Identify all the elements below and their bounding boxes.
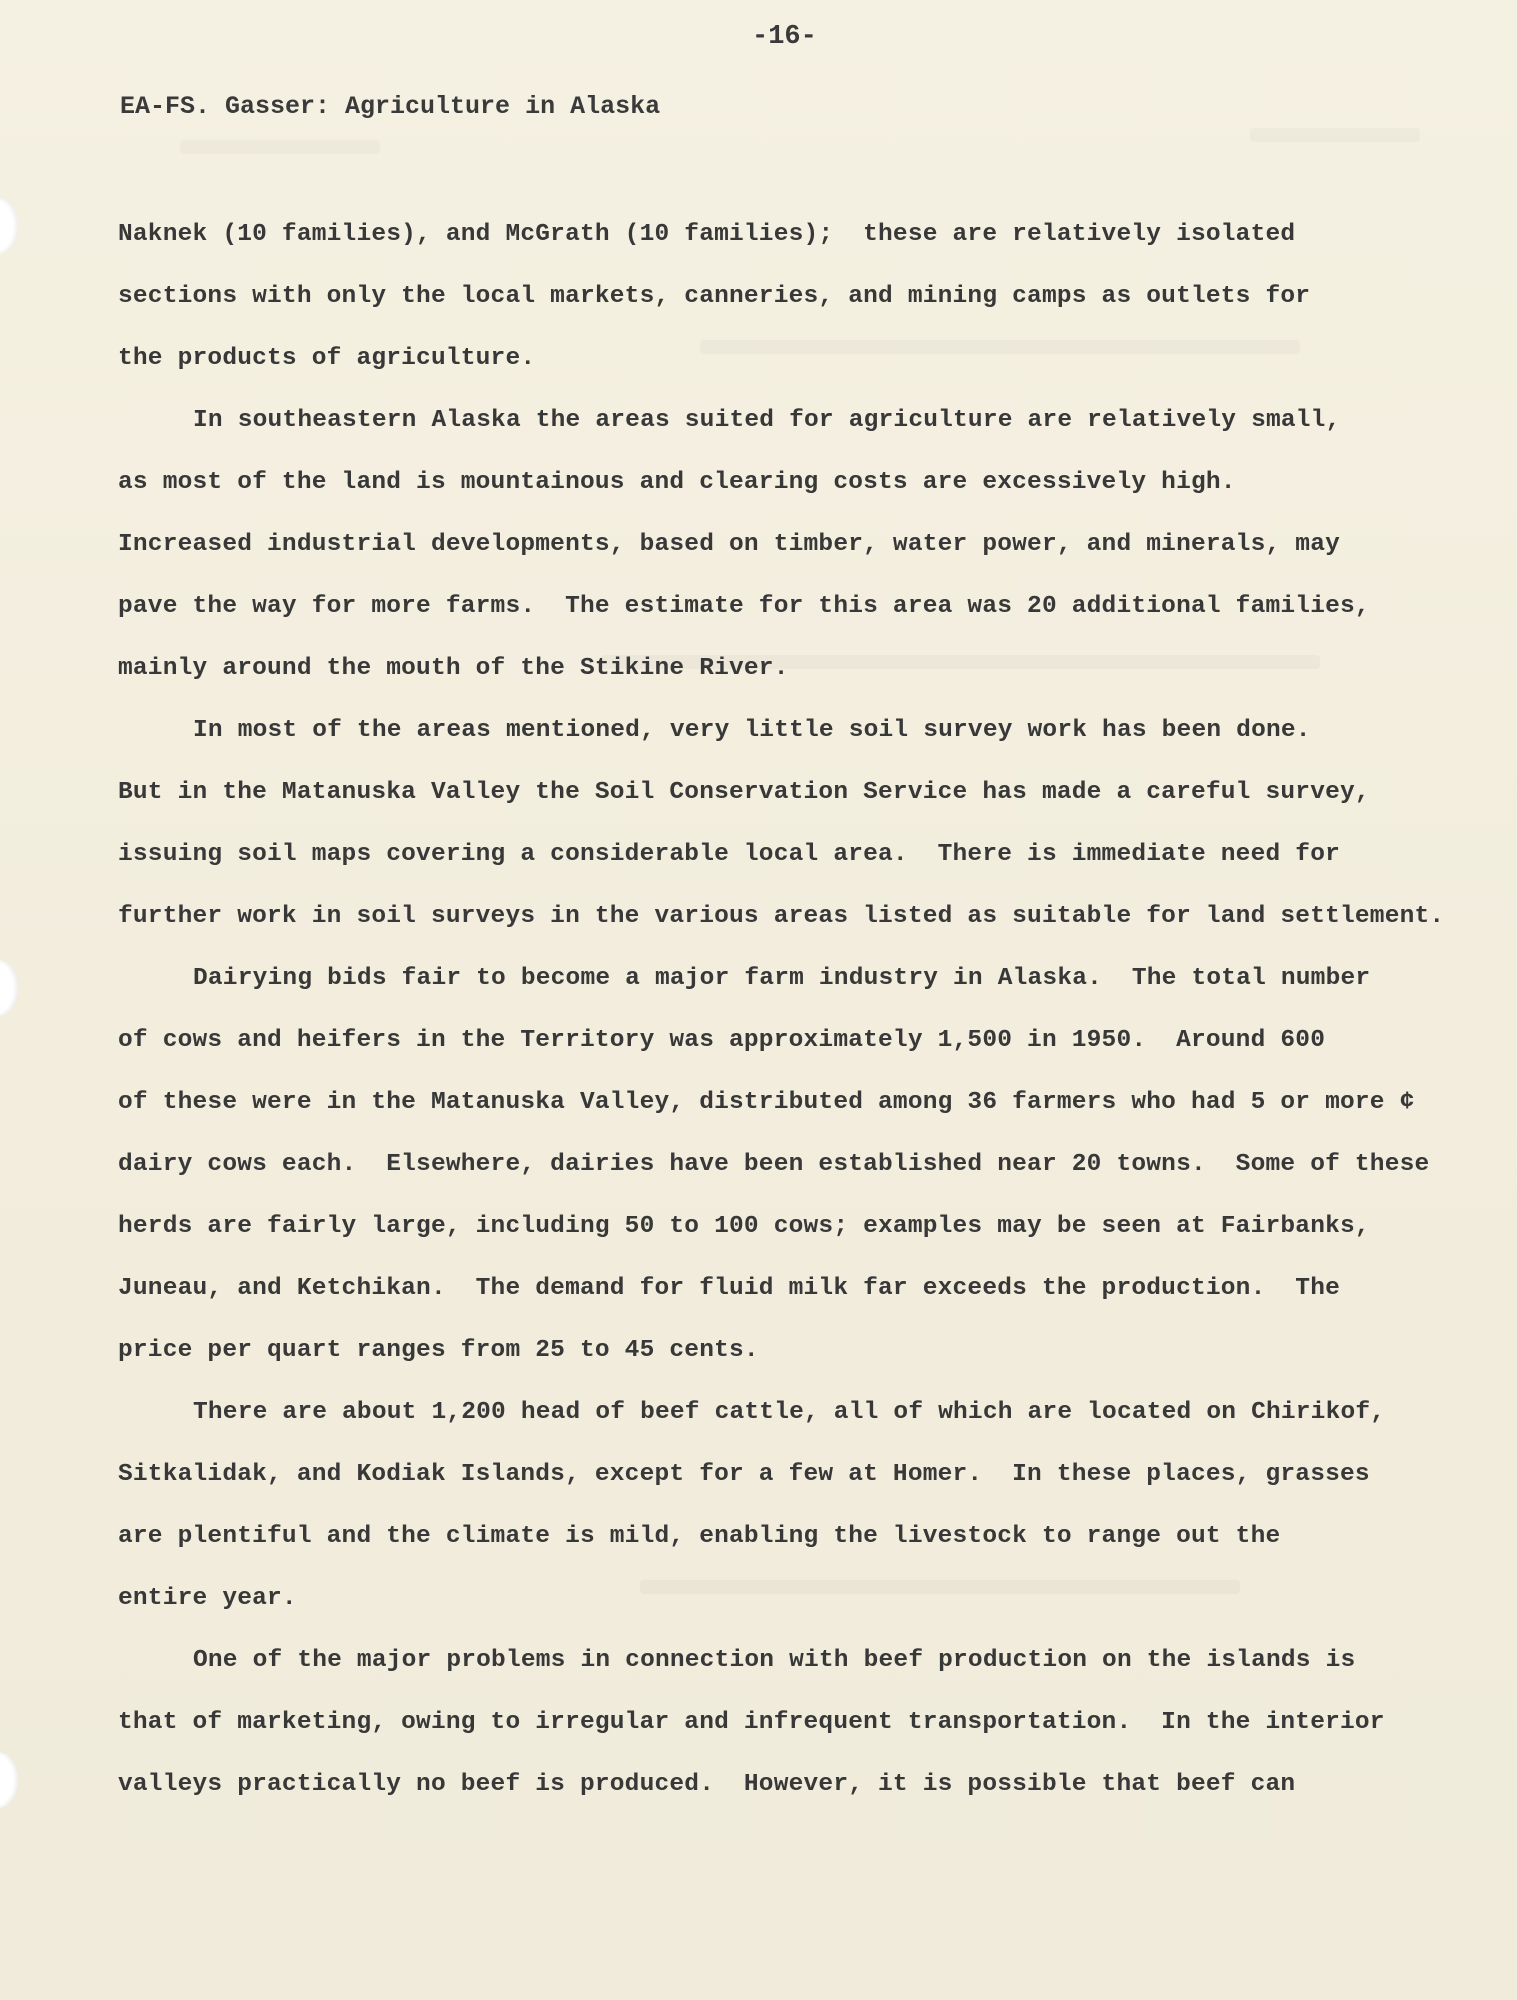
text-line: further work in soil surveys in the various areas listed as suitable for land settlement. xyxy=(118,903,1445,930)
text-line: of these were in the Matanuska Valley, distributed among 36 farmers who had 5 or more ¢ xyxy=(118,1089,1415,1116)
text-line: that of marketing, owing to irregular and infrequent transportation. In the interior xyxy=(118,1709,1385,1736)
punch-hole xyxy=(0,1752,18,1808)
text-line: the products of agriculture. xyxy=(118,345,536,372)
text-line: Dairying bids fair to become a major farm industry in Alaska. The total number xyxy=(193,965,1371,992)
text-line: as most of the land is mountainous and clearing costs are excessively high. xyxy=(118,469,1236,496)
text-line: mainly around the mouth of the Stikine River. xyxy=(118,655,789,682)
text-line: herds are fairly large, including 50 to 100 cows; examples may be seen at Fairbanks, xyxy=(118,1213,1370,1240)
text-line: sections with only the local markets, canneries, and mining camps as outlets for xyxy=(118,283,1311,310)
text-line: pave the way for more farms. The estimate for this area was 20 additional families, xyxy=(118,593,1370,620)
text-line: Juneau, and Ketchikan. The demand for fluid milk far exceeds the production. The xyxy=(118,1275,1340,1302)
show-through-mark xyxy=(1250,128,1420,142)
show-through-mark xyxy=(180,140,380,154)
text-line: Increased industrial developments, based on timber, water power, and minerals, may xyxy=(118,531,1340,558)
page-number: -16- xyxy=(752,22,817,52)
text-line: There are about 1,200 head of beef cattle, all of which are located on Chirikof, xyxy=(193,1399,1386,1426)
text-line: entire year. xyxy=(118,1585,297,1612)
text-line: price per quart ranges from 25 to 45 cents. xyxy=(118,1337,759,1364)
text-line: One of the major problems in connection with beef production on the islands is xyxy=(193,1647,1356,1674)
text-line: valleys practically no beef is produced. However, it is possible that beef can xyxy=(118,1771,1296,1798)
text-line: In southeastern Alaska the areas suited for agriculture are relatively small, xyxy=(193,407,1341,434)
body-text xyxy=(118,204,1478,1816)
text-line: of cows and heifers in the Territory was approximately 1,500 in 1950. Around 600 xyxy=(118,1027,1326,1054)
running-head: EA-FS. Gasser: Agriculture in Alaska xyxy=(120,92,661,121)
text-line: are plentiful and the climate is mild, enabling the livestock to range out the xyxy=(118,1523,1281,1550)
text-line: But in the Matanuska Valley the Soil Conservation Service has made a careful survey, xyxy=(118,779,1370,806)
text-line: Sitkalidak, and Kodiak Islands, except for a few at Homer. In these places, grasses xyxy=(118,1461,1370,1488)
text-line: Naknek (10 families), and McGrath (10 families); these are relatively isolated xyxy=(118,221,1296,248)
text-line: issuing soil maps covering a considerable local area. There is immediate need for xyxy=(118,841,1340,868)
punch-hole xyxy=(0,198,18,254)
text-line: In most of the areas mentioned, very little soil survey work has been done. xyxy=(193,717,1311,744)
text-line: dairy cows each. Elsewhere, dairies have been established near 20 towns. Some of these xyxy=(118,1151,1430,1178)
punch-hole xyxy=(0,960,18,1016)
